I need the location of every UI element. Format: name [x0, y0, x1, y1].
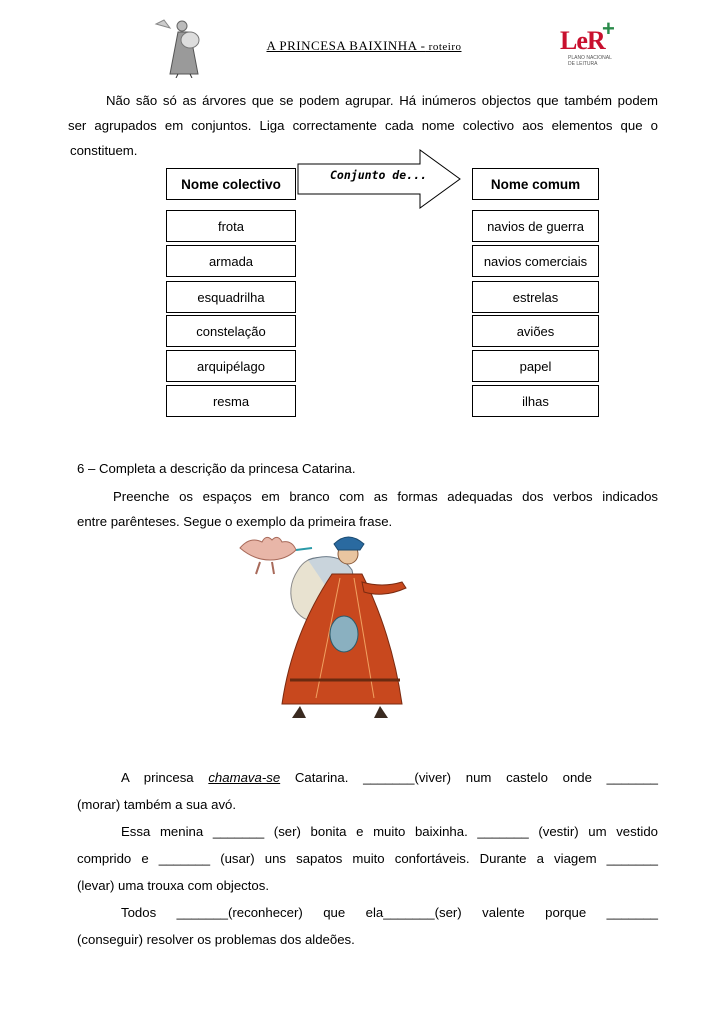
exercise6-heading: 6 – Completa a descrição da princesa Catarina.: [77, 461, 356, 476]
instr-line2: entre parênteses. Segue o exemplo da primeira frase.: [77, 514, 393, 529]
right-item[interactable]: papel: [472, 350, 599, 382]
left-item[interactable]: esquadrilha: [166, 281, 296, 313]
logo-caption-line2: DE LEITURA: [568, 61, 598, 67]
left-item[interactable]: frota: [166, 210, 296, 242]
text-l5: (levar) uma trouxa com objectos.: [77, 878, 270, 893]
left-item[interactable]: arquipélago: [166, 350, 296, 382]
text-l3: Essa menina _______ (ser) bonita e muito baixinha. _______ (vestir) um vestido: [121, 824, 658, 839]
text-l1b: Catarina. _______(viver) num castelo onde _______: [280, 770, 658, 785]
right-item[interactable]: estrelas: [472, 281, 599, 313]
left-item[interactable]: armada: [166, 245, 296, 277]
fill-in-text: [77, 764, 658, 953]
logo-brand: LeR: [560, 26, 605, 55]
ler-logo: [560, 16, 630, 68]
intro-line2: ser agrupados em conjuntos. Liga correctamente cada nome colectivo aos elementos que o: [68, 118, 658, 133]
intro-line3: constituem.: [70, 143, 138, 158]
text-l6: Todos _______(reconhecer) que ela_______(ser) valente porque _______: [121, 905, 658, 920]
text-l7: (conseguir) resolver os problemas dos aldeões.: [77, 932, 355, 947]
example-verb: chamava-se: [208, 770, 281, 785]
logo-plus: +: [602, 16, 615, 41]
left-header: Nome colectivo: [166, 168, 296, 200]
left-item[interactable]: constelação: [166, 315, 296, 347]
right-item[interactable]: aviões: [472, 315, 599, 347]
text-l2: (morar) também a sua avó.: [77, 797, 237, 812]
title-main: A PRINCESA BAIXINHA -: [266, 38, 426, 53]
text-l4: comprido e _______ (usar) uns sapatos muito confortáveis. Durante a viagem _______: [77, 851, 658, 866]
title-sub: roteiro: [425, 41, 462, 53]
right-item[interactable]: navios de guerra: [472, 210, 599, 242]
princess-catarina-illustration: [220, 530, 470, 730]
arrow-label: Conjunto de...: [330, 168, 427, 182]
text-l1a: A princesa: [121, 770, 209, 785]
logo-caption-line1: PLANO NACIONAL: [568, 55, 612, 61]
right-item[interactable]: ilhas: [472, 385, 599, 417]
exercise6-instructions: [77, 484, 658, 534]
logo-caption: [568, 55, 612, 67]
intro-line1: Não são só as árvores que se podem agrupar. Há inúmeros objectos que também podem: [106, 93, 658, 108]
right-header: Nome comum: [472, 168, 599, 200]
right-item[interactable]: navios comerciais: [472, 245, 599, 277]
left-item[interactable]: resma: [166, 385, 296, 417]
instr-line1: Preenche os espaços em branco com as formas adequadas dos verbos indicados: [113, 489, 658, 504]
